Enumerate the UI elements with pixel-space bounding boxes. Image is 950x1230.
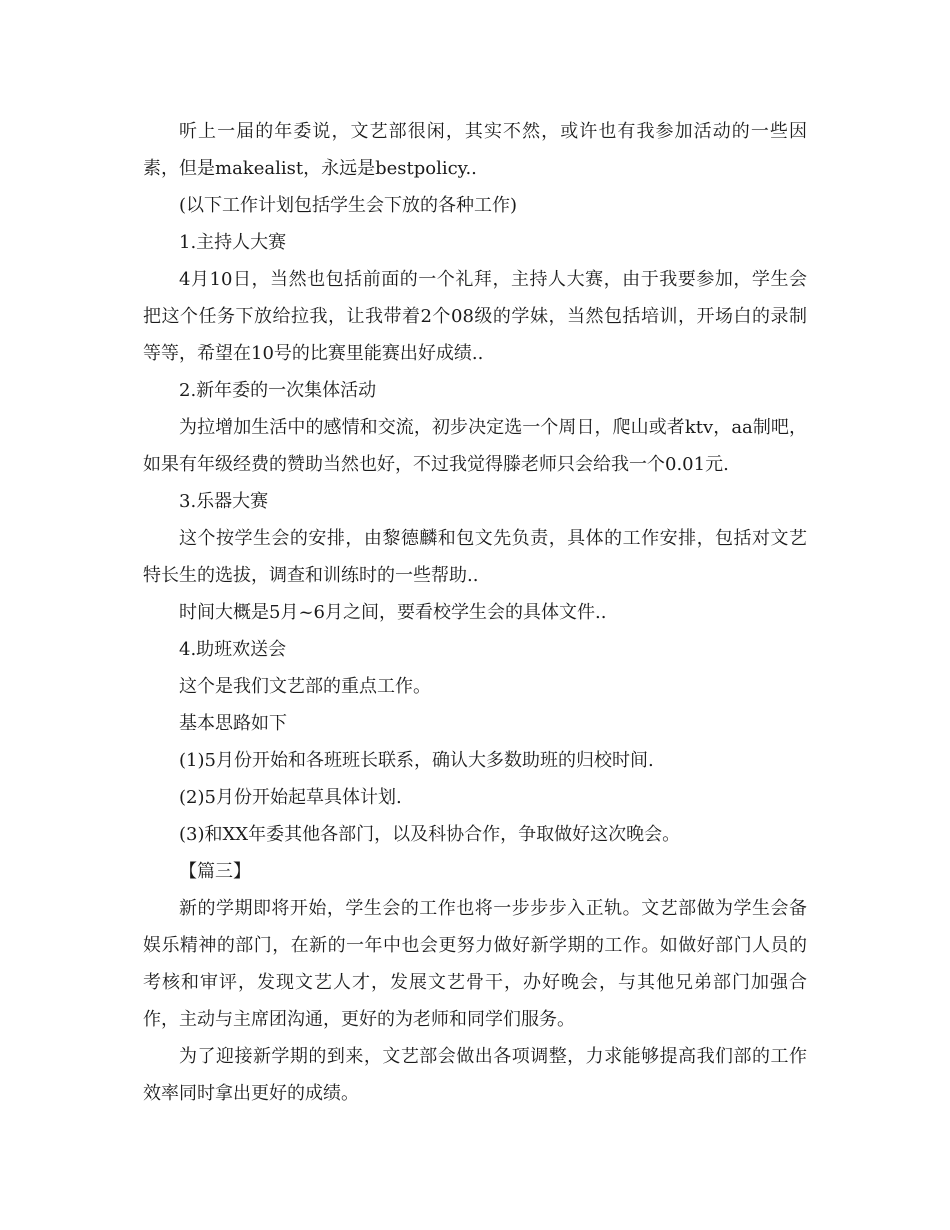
list-item-1: (1)5月份开始和各班班长联系，确认大多数助班的归校时间. [179, 750, 654, 771]
list-item-2: (2)5月份开始起草具体计划. [179, 787, 402, 808]
paragraph-new-semester: 新的学期即将开始，学生会的工作也将一步步步入正轨。文艺部做为学生会备娱乐精神的部门，在新的一年中也会更努力做好新学期的工作。如做好部门人员的考核和审评，发现文艺人才，发展文艺骨干，办好晚会，与其他兄弟部门加强合作，主动与主席团沟通，更好的为老师和同学们服务。 [143, 898, 807, 1030]
paragraph-instrument-time: 时间大概是5月~6月之间，要看校学生会的具体文件.. [179, 602, 607, 623]
heading-group-activity: 2.新年委的一次集体活动 [179, 380, 377, 401]
paragraph-group-activity: 为拉增加生活中的感情和交流，初步决定选一个周日，爬山或者ktv，aa制吧，如果有年级经费的赞助当然也好，不过我觉得滕老师只会给我一个0.01元. [143, 417, 807, 475]
paragraph-intro: 听上一届的年委说，文艺部很闲，其实不然，或许也有我参加活动的一些因素，但是makealist，永远是bestpolicy.. [143, 121, 807, 179]
paragraph-farewell-focus: 这个是我们文艺部的重点工作。 [179, 676, 431, 697]
paragraph-instrument-contest: 这个按学生会的安排，由黎德麟和包文先负责，具体的工作安排，包括对文艺特长生的选拔，调查和训练时的一些帮助.. [143, 528, 807, 586]
heading-farewell-party: 4.助班欢送会 [179, 639, 287, 660]
section-heading-part-three: 【篇三】 [179, 861, 251, 882]
document-body [143, 113, 807, 1112]
paragraph-host-contest: 4月10日，当然也包括前面的一个礼拜，主持人大赛，由于我要参加，学生会把这个任务下放给拉我，让我带着2个08级的学妹，当然包括培训，开场白的录制等等，希望在10号的比赛里能赛出好成绩.. [143, 269, 807, 364]
paragraph-note: (以下工作计划包括学生会下放的各种工作) [179, 195, 518, 216]
list-item-3: (3)和XX年委其他各部门，以及科协合作，争取做好这次晚会。 [179, 824, 681, 845]
paragraph-adjustments: 为了迎接新学期的到来，文艺部会做出各项调整，力求能够提高我们部的工作效率同时拿出更好的成绩。 [143, 1046, 807, 1104]
heading-host-contest: 1.主持人大赛 [179, 232, 287, 253]
paragraph-basic-ideas: 基本思路如下 [179, 713, 287, 734]
heading-instrument-contest: 3.乐器大赛 [179, 491, 269, 512]
